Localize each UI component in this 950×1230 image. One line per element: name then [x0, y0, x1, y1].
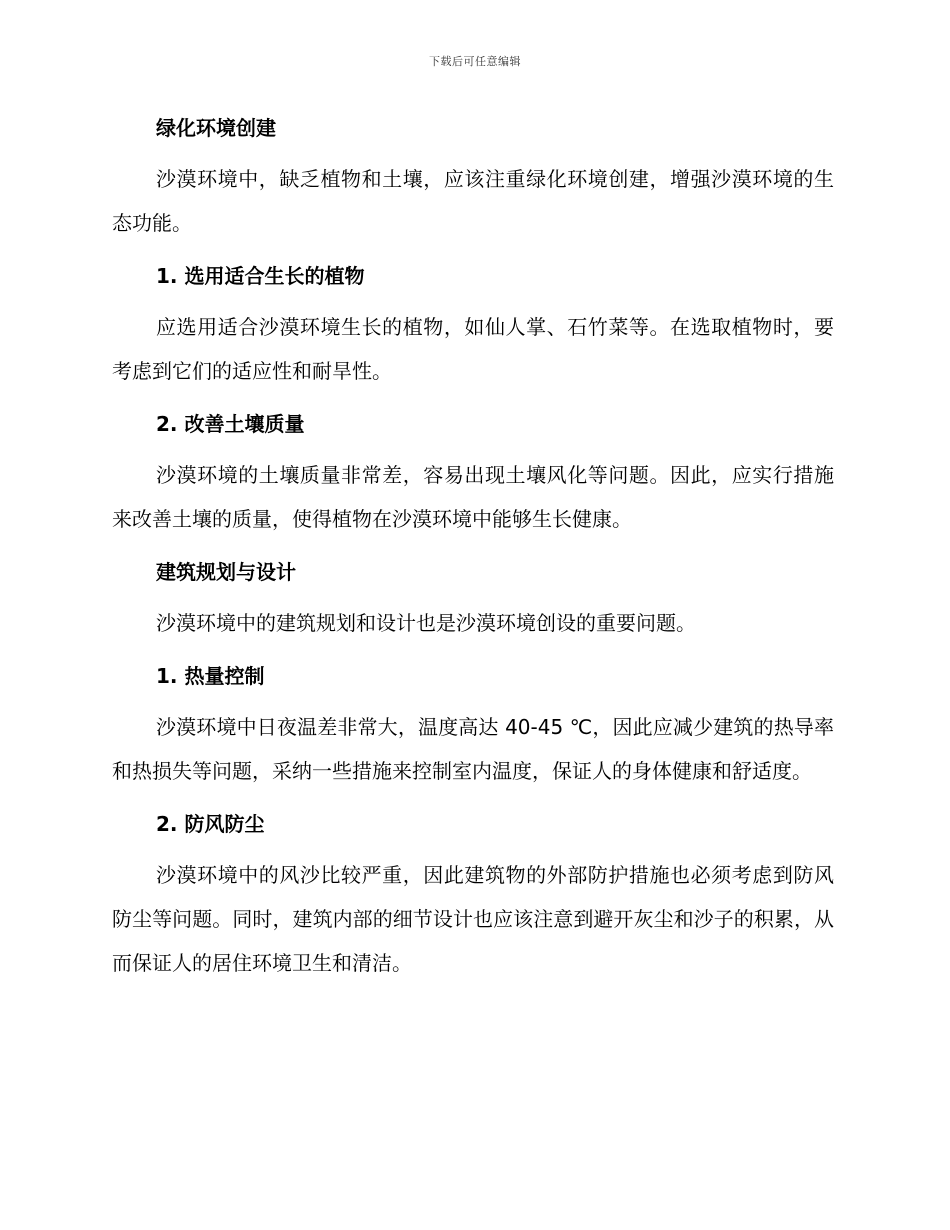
paragraph: 沙漠环境中，缺乏植物和土壤，应该注重绿化环境创建，增强沙漠环境的生态功能。: [112, 167, 834, 235]
subsection-heading: 1. 热量控制: [156, 664, 265, 688]
section-heading: 绿化环境创建: [156, 116, 276, 140]
paragraph: 沙漠环境中的风沙比较严重，因此建筑物的外部防护措施也必须考虑到防风防尘等问题。同时，建筑内部的细节设计也应该注意到避开灰尘和沙子的积累，从而保证人的居住环境卫生和清洁。: [112, 863, 834, 975]
paragraph: 沙漠环境中的建筑规划和设计也是沙漠环境创设的重要问题。: [156, 611, 696, 635]
subsection-heading: 1. 选用适合生长的植物: [156, 264, 365, 288]
subsection-heading: 2. 改善土壤质量: [156, 412, 305, 436]
paragraph: 沙漠环境中日夜温差非常大，温度高达 40-45 ℃，因此应减少建筑的热导率和热损失等问题，采纳一些措施来控制室内温度，保证人的身体健康和舒适度。: [112, 715, 834, 783]
section-heading: 建筑规划与设计: [156, 560, 296, 584]
paragraph: 沙漠环境的土壤质量非常差，容易出现土壤风化等问题。因此，应实行措施来改善土壤的质量，使得植物在沙漠环境中能够生长健康。: [112, 463, 834, 531]
subsection-heading: 2. 防风防尘: [156, 812, 265, 836]
paragraph: 应选用适合沙漠环境生长的植物，如仙人掌、石竹菜等。在选取植物时，要考虑到它们的适应性和耐旱性。: [112, 315, 834, 383]
header-note: 下载后可任意编辑: [429, 55, 521, 68]
document-body: [112, 112, 834, 985]
